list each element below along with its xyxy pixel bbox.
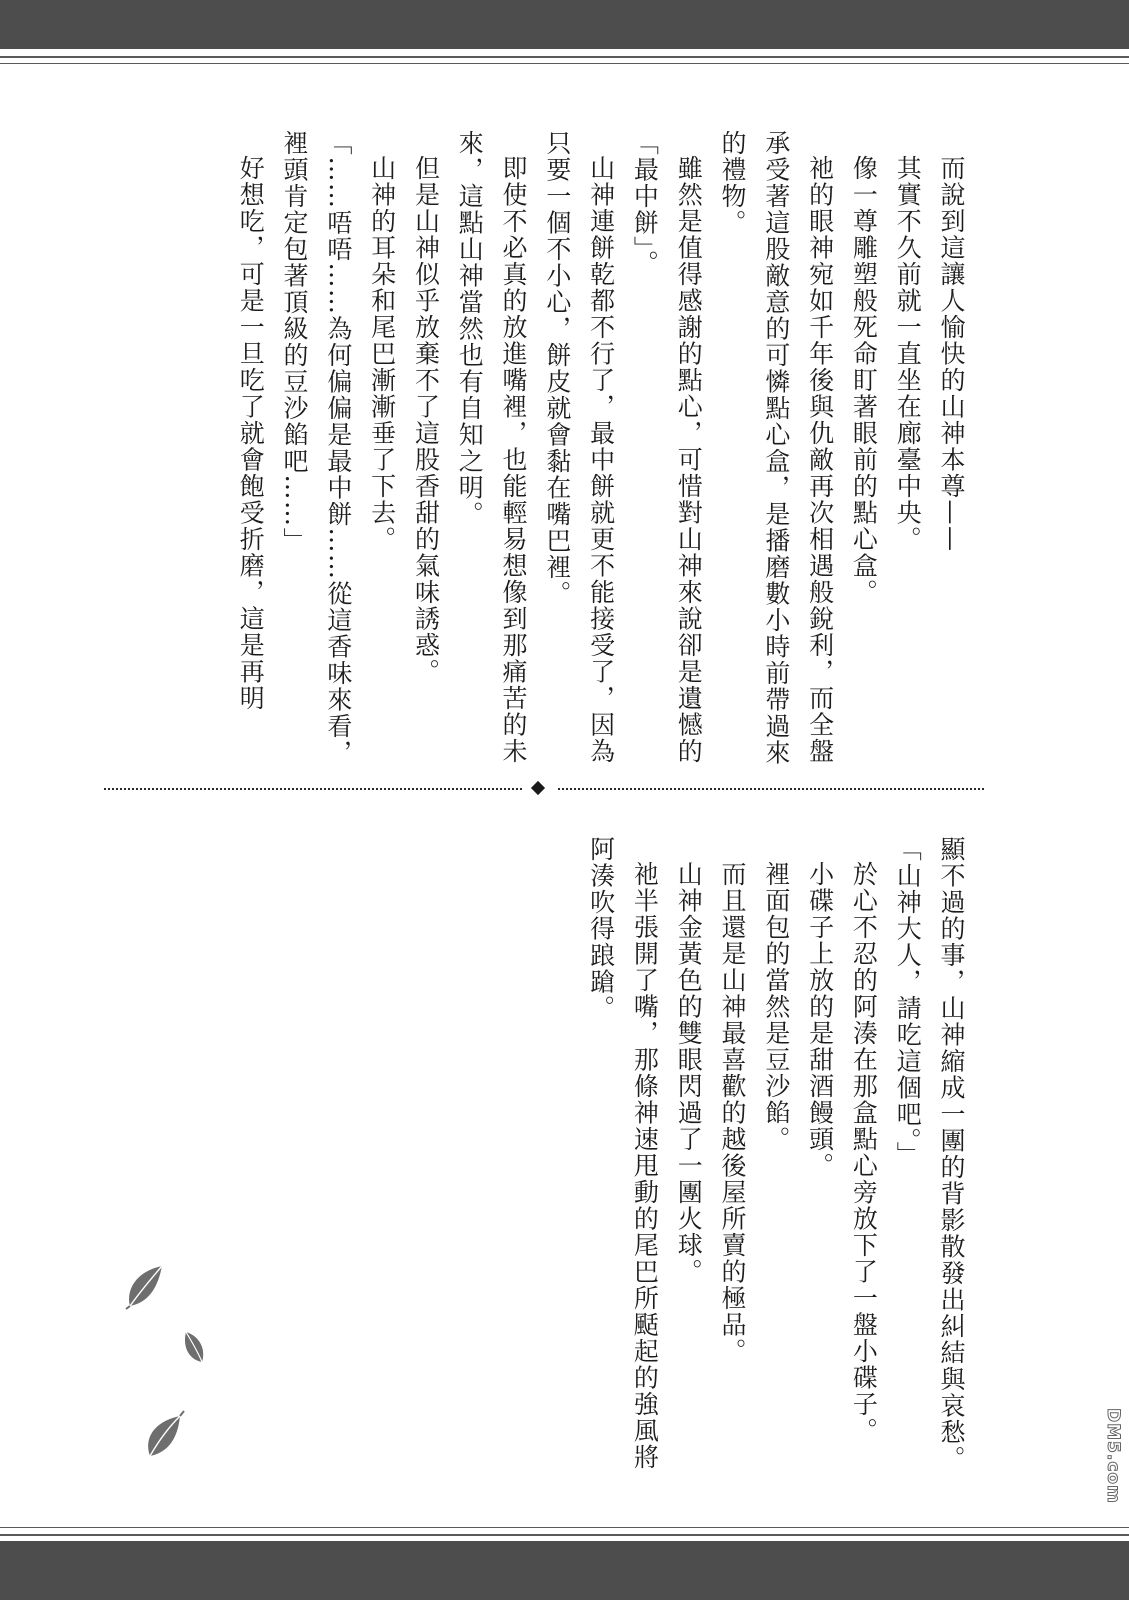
bottom-frame-rule [0, 1534, 1129, 1536]
dialog-line: 「山神大人，請吃這個吧。」 [893, 836, 923, 1168]
paragraph: 山神金黃色的雙眼閃過了一團火球。 [674, 861, 704, 1285]
leaf-icon [124, 1262, 168, 1310]
dialog-line: 「……唔唔……為何偏偏是最中餅……從這香味來看，裡頭肯定包著頂級的豆沙餡吧……」 [280, 130, 353, 766]
paragraph: 而且還是山神最喜歡的越後屋所賣的極品。 [718, 861, 748, 1365]
scene-break-divider [104, 782, 984, 796]
paragraph: 而說到這讓人愉快的山神本尊—— [937, 155, 966, 553]
paragraph: 山神連餅乾都不行了，最中餅就更不能接受了，因為只要一個不小心，餅皮就會黏在嘴巴裡。 [542, 130, 616, 765]
paragraph: 其實不久前就一直坐在廊臺中央。 [893, 155, 923, 553]
text-section-2 [553, 836, 973, 1486]
paragraph: 但是山神似乎放棄不了這股香甜的氣味誘惑。 [411, 155, 441, 685]
top-frame-rule-thin [0, 63, 1129, 64]
paragraph: 雖然是值得感謝的點心，可惜對山神來說卻是遺憾的「最中餅」。 [630, 130, 704, 765]
top-frame-rule [0, 56, 1129, 58]
paragraph: 祂的眼神宛如千年後與仇敵再次相遇般銳利，而全盤承受著這股敵意的可憐點心盒，是播磨數小時前帶過來的禮物。 [718, 130, 835, 766]
paragraph: 於心不忍的阿湊在那盒點心旁放下了一盤小碟子。 [849, 861, 879, 1444]
paragraph: 像一尊雕塑般死命盯著眼前的點心盒。 [849, 155, 879, 606]
paragraph-continuation: 顯不過的事，山神縮成一團的背影散發出糾結與哀愁。 [937, 836, 966, 1472]
paragraph: 祂半張開了嘴，那條神速甩動的尾巴所颳起的強風將阿湊吹得踉蹌。 [586, 836, 660, 1471]
top-frame-band [0, 0, 1129, 49]
paragraph: 山神的耳朵和尾巴漸漸垂了下去。 [367, 155, 397, 553]
bottom-frame-band [0, 1541, 1129, 1600]
diamond-ornament-icon [531, 781, 545, 795]
dotted-line-left [104, 788, 522, 790]
text-section-1 [236, 130, 973, 770]
paragraph: 裡面包的當然是豆沙餡。 [761, 861, 791, 1153]
leaf-icon [144, 1410, 186, 1460]
watermark-logo: DM5.com [1103, 1408, 1123, 1504]
bottom-frame-rule-thin [0, 1527, 1129, 1528]
paragraph: 小碟子上放的是甜酒饅頭。 [805, 861, 835, 1179]
leaf-icon [180, 1330, 208, 1364]
dotted-line-right [558, 788, 984, 790]
paragraph: 好想吃，可是一旦吃了就會飽受折磨，這是再明 [236, 155, 266, 712]
paragraph: 即使不必真的放進嘴裡，也能輕易想像到那痛苦的未來，這點山神當然也有自知之明。 [455, 130, 529, 765]
